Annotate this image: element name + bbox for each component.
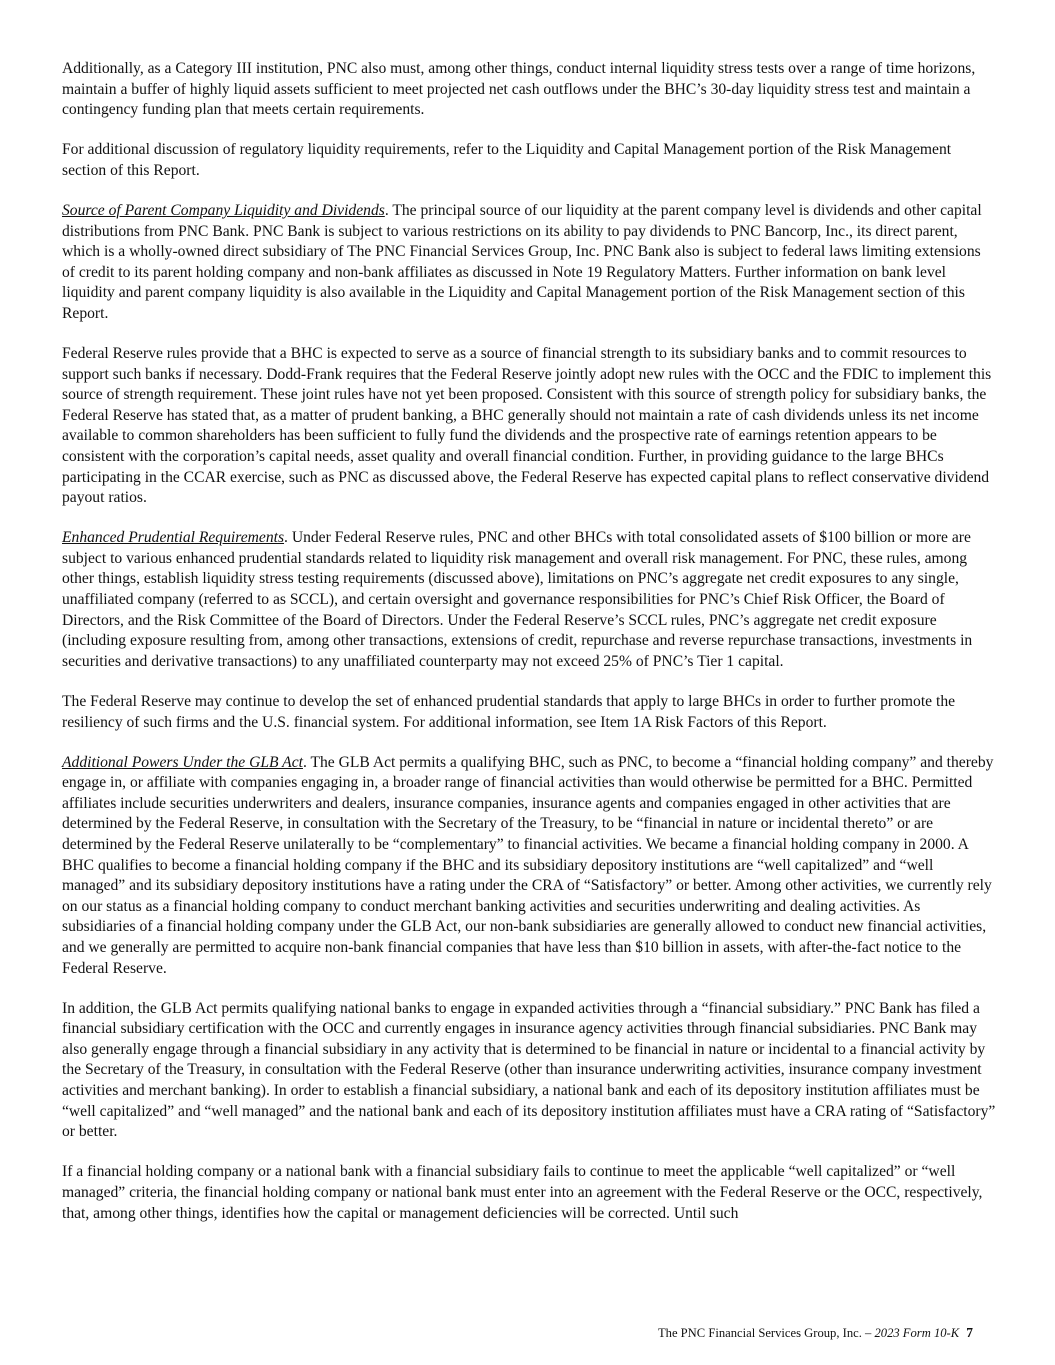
paragraph-source-of-strength xyxy=(62,344,997,509)
paragraph-text: . The GLB Act permits a qualifying BHC, such as PNC, to become a “financial holding company” and thereby engage in, or affiliate with companies engaging in, a broader range of financial activities than would otherwise be permitted for a BHC. Permitted affiliates include securities underwriters and dealers, insurance companies, insurance agents and companies engaged in other activities that are determined by the Federal Reserve, in consultation with the Secretary of the Treasury, to be “financial in nature or incidental thereto” or are determined by the Federal Reserve unilaterally to be “complementary” to financial activities. We became a financial holding company in 2000. A BHC qualifies to become a financial holding company if the BHC and its subsidiary depository institutions are “well capitalized” and “well managed” and its subsidiary depository institutions have a rating under the CRA of “Satisfactory” or better. Among other activities, we currently rely on our status as a financial holding company to conduct merchant banking activities and securities underwriting and dealing activities. As subsidiaries of a financial holding company under the GLB Act, our non-bank subsidiaries are generally allowed to conduct new financial activities, and we generally are permitted to acquire non-bank financial companies that have less than $10 billion in assets, with after-the-fact notice to the Federal Reserve. xyxy=(62,753,994,977)
paragraph-liquidity-reference xyxy=(62,140,997,181)
paragraph-glb-act xyxy=(62,753,997,980)
document-body xyxy=(62,59,997,1244)
paragraph-text: Federal Reserve rules provide that a BHC is expected to serve as a source of financial strength to its subsidiary banks and to commit resources to support such banks if necessary. Dodd-Frank requires that the Federal Reserve jointly adopt new rules with the OCC and the FDIC to implement this source of strength requirement. These joint rules have not yet been proposed. Consistent with this source of strength policy for subsidiary banks, the Federal Reserve has stated that, as a matter of prudent banking, a BHC generally should not maintain a rate of cash dividends unless its net income available to common shareholders has been sufficient to fully fund the dividends and the prospective rate of earnings retention appears to be consistent with the corporation’s capital needs, asset quality and overall financial condition. Further, in providing guidance to the large BHCs participating in the CCAR exercise, such as PNC as discussed above, the Federal Reserve has expected capital plans to reflect conservative dividend payout ratios. xyxy=(62,345,992,507)
paragraph-well-capitalized xyxy=(62,1162,997,1224)
section-heading-glb-act: Additional Powers Under the GLB Act xyxy=(62,753,303,771)
paragraph-text: For additional discussion of regulatory liquidity requirements, refer to the Liquidity and Capital Management portion of the Risk Management section of this Report. xyxy=(62,141,952,179)
section-heading-parent-liquidity: Source of Parent Company Liquidity and Dividends xyxy=(62,201,385,219)
footer-form: 2023 Form 10-K xyxy=(874,1326,960,1340)
page-footer xyxy=(658,1325,973,1341)
paragraph-category-iii xyxy=(62,59,997,121)
paragraph-text: In addition, the GLB Act permits qualifying national banks to engage in expanded activities through a “financial subsidiary.” PNC Bank has filed a financial subsidiary certification with the OCC and currently engages in insurance agency activities through financial subsidiaries. PNC Bank may also generally engage through a financial subsidiary in any activity that is determined to be financial in nature or incidental to a financial activity by the Secretary of the Treasury, in consultation with the Federal Reserve (other than insurance underwriting activities, insurance company investment activities and merchant banking). In order to establish a financial subsidiary, a national bank and each of its depository institution affiliates must be “well capitalized” and “well managed” and the national bank and each of its depository institution affiliates must have a CRA rating of “Satisfactory” or better. xyxy=(62,999,996,1141)
section-heading-enhanced-prudential: Enhanced Prudential Requirements xyxy=(62,529,285,547)
footer-company: The PNC Financial Services Group, Inc. – xyxy=(657,1326,872,1340)
paragraph-text: If a financial holding company or a national bank with a financial subsidiary fails to continue to meet the applicable “well capitalized” or “well managed” criteria, the financial holding company or national bank must enter into an agreement with the Federal Reserve or the OCC, respectively, that, among other things, identifies how the capital or management deficiencies will be corrected. Until such xyxy=(62,1163,983,1222)
paragraph-enhanced-prudential xyxy=(62,528,997,672)
paragraph-text: . The principal source of our liquidity at the parent company level is dividends and other capital distributions from PNC Bank. PNC Bank is subject to various restrictions on its ability to pay dividends to PNC Bancorp, Inc., its direct parent, which is a wholly-owned direct subsidiary of The PNC Financial Services Group, Inc. PNC Bank also is subject to federal laws limiting extensions of credit to its parent holding company and non-bank affiliates as discussed in Note 19 Regulatory Matters. Further information on bank level liquidity and parent company liquidity is also available in the Liquidity and Capital Management portion of the Risk Management section of this Report. xyxy=(62,201,982,322)
paragraph-text: Additionally, as a Category III institution, PNC also must, among other things, conduct internal liquidity stress tests over a range of time horizons, maintain a buffer of highly liquid assets sufficient to meet projected net cash outflows under the BHC’s 30-day liquidity stress test and maintain a contingency funding plan that meets certain requirements. xyxy=(62,60,976,119)
paragraph-text: The Federal Reserve may continue to develop the set of enhanced prudential standards that apply to large BHCs in order to further promote the resiliency of such firms and the U.S. financial system. For additional information, see Item 1A Risk Factors of this Report. xyxy=(62,692,956,731)
paragraph-prudential-standards xyxy=(62,692,997,733)
paragraph-text: . Under Federal Reserve rules, PNC and other BHCs with total consolidated assets of $100 billion or more are subject to various enhanced prudential standards related to liquidity risk management and overall risk management. For PNC, these rules, among other things, establish liquidity stress testing requirements (discussed above), limitations on PNC’s aggregate net credit exposures to any single, unaffiliated company (referred to as SCCL), and certain oversight and governance responsibilities for PNC’s Chief Risk Officer, the Board of Directors, and the Risk Committee of the Board of Directors. Under the Federal Reserve’s SCCL rules, PNC’s aggregate net credit exposure (including exposure resulting from, among other transactions, extensions of credit, repurchase and reverse repurchase transactions, investments in securities and derivative transactions) to any unaffiliated counterparty may not exceed 25% of PNC’s Tier 1 capital. xyxy=(62,529,973,670)
page-number: 7 xyxy=(966,1325,973,1340)
paragraph-financial-subsidiary xyxy=(62,999,997,1143)
paragraph-parent-liquidity xyxy=(62,201,997,325)
